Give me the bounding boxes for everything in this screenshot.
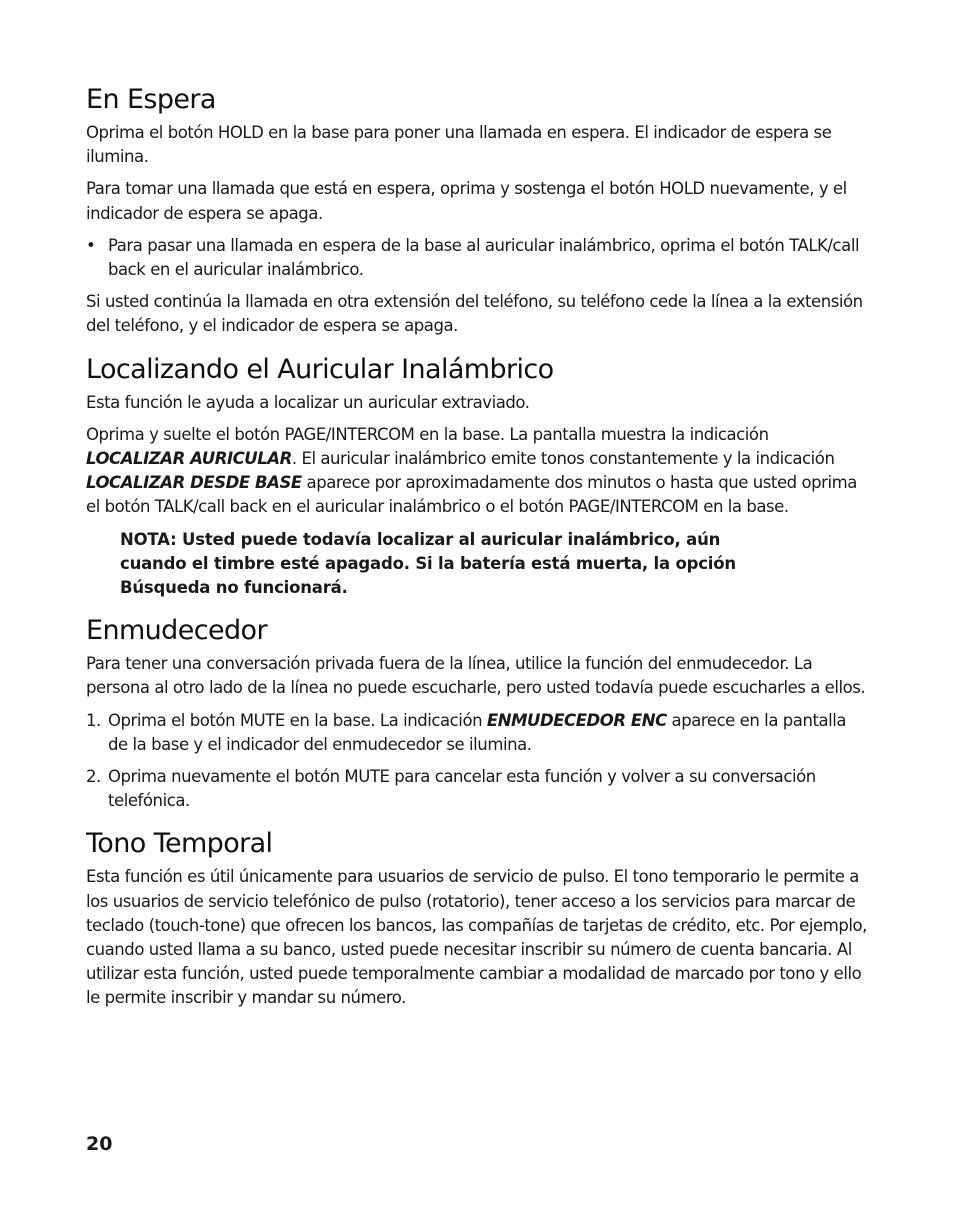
display-label-localizar-desde-base: LOCALIZAR DESDE BASE [86,473,302,493]
mute-paragraph-1: Para tener una conversación privada fuera de la línea, utilice la función del enmudecedor. La persona al otro lado de la línea no puede escucharle, pero usted todavía puede escucharles a ellos. [86,654,866,698]
locate-note: NOTA: Usted puede todavía localizar al auricular inalámbrico, aún cuando el timbre esté apagado. Si la batería está muerta, la opción Búsqueda no funcionará. [120,529,736,598]
display-label-localizar-auricular: LOCALIZAR AURICULAR [86,449,292,469]
list-item [86,765,870,813]
hold-bullet-list [86,234,870,282]
list-item [86,234,870,282]
section-title-tone: Tono Temporal [86,828,273,860]
step-number: 2. [86,767,101,787]
locate-p2-text-c: aparece por aproximadamente dos minutos o hasta que usted oprima el botón TALK/call back en el auricular inalámbrico o el botón PAGE/INTERCOM en la base. [86,473,857,517]
mute-step1-text-b: aparece en la pantalla de la base y el indicador del enmudecedor se ilumina. [108,710,847,754]
locate-paragraph-2 [86,423,870,520]
locate-p2-text-a: Oprima y suelte el botón PAGE/INTERCOM en la base. La pantalla muestra la indicación [86,424,769,444]
bullet-icon: • [86,235,96,255]
section-title-hold: En Espera [86,84,216,115]
step-number: 1. [86,710,101,730]
hold-paragraph-1: Oprima el botón HOLD en la base para poner una llamada en espera. El indicador de espera se ilumina. [86,123,832,167]
section-hold [86,83,870,339]
locate-paragraph-1: Esta función le ayuda a localizar un auricular extraviado. [86,392,530,412]
section-mute [86,614,870,813]
section-title-locate: Localizando el Auricular Inalámbrico [86,353,554,385]
page-number: 20 [86,1133,113,1155]
hold-paragraph-2: Para tomar una llamada que está en espera, oprima y sostenga el botón HOLD nuevamente, y el indicador de espera se apaga. [86,179,847,223]
hold-paragraph-3: Si usted continúa la llamada en otra extensión del teléfono, su teléfono cede la línea a la extensión del teléfono, y el indicador de espera se apaga. [86,292,863,336]
locate-p2-text-b: . El auricular inalámbrico emite tonos constantemente y la indicación [291,449,835,469]
list-item [86,709,870,757]
display-label-enmudecedor-enc: ENMUDECEDOR ENC [486,710,667,730]
section-tone [86,827,870,1010]
mute-steps-list [86,709,870,814]
hold-bullet-text: Para pasar una llamada en espera de la base al auricular inalámbrico, oprima el botón TALK/call back en el auricular inalámbrico. [108,235,860,280]
manual-page [86,83,870,1025]
section-title-mute: Enmudecedor [86,615,267,647]
mute-step1-text-a: Oprima el botón MUTE en la base. La indicación [108,710,487,730]
tone-paragraph-1: Esta función es útil únicamente para usuarios de servicio de pulso. El tono temporario le permite a los usuarios de servicio telefónico de pulso (rotatorio), tener acceso a los servicios para marcar de teclado (touch-tone) que ofrecen los bancos, las compañías de tarjetas de crédito, etc. Por ejemplo, cuando usted llama a su banco, usted puede necesitar inscribir su número de cuenta bancaria. Al utilizar esta función, usted puede temporalmente cambiar a modalidad de marcado por tono y ello le permite inscribir y mandar su número. [86,867,867,1008]
mute-step2-text: Oprima nuevamente el botón MUTE para cancelar esta función y volver a su conversación telefónica. [108,767,816,811]
section-locate [86,353,870,601]
